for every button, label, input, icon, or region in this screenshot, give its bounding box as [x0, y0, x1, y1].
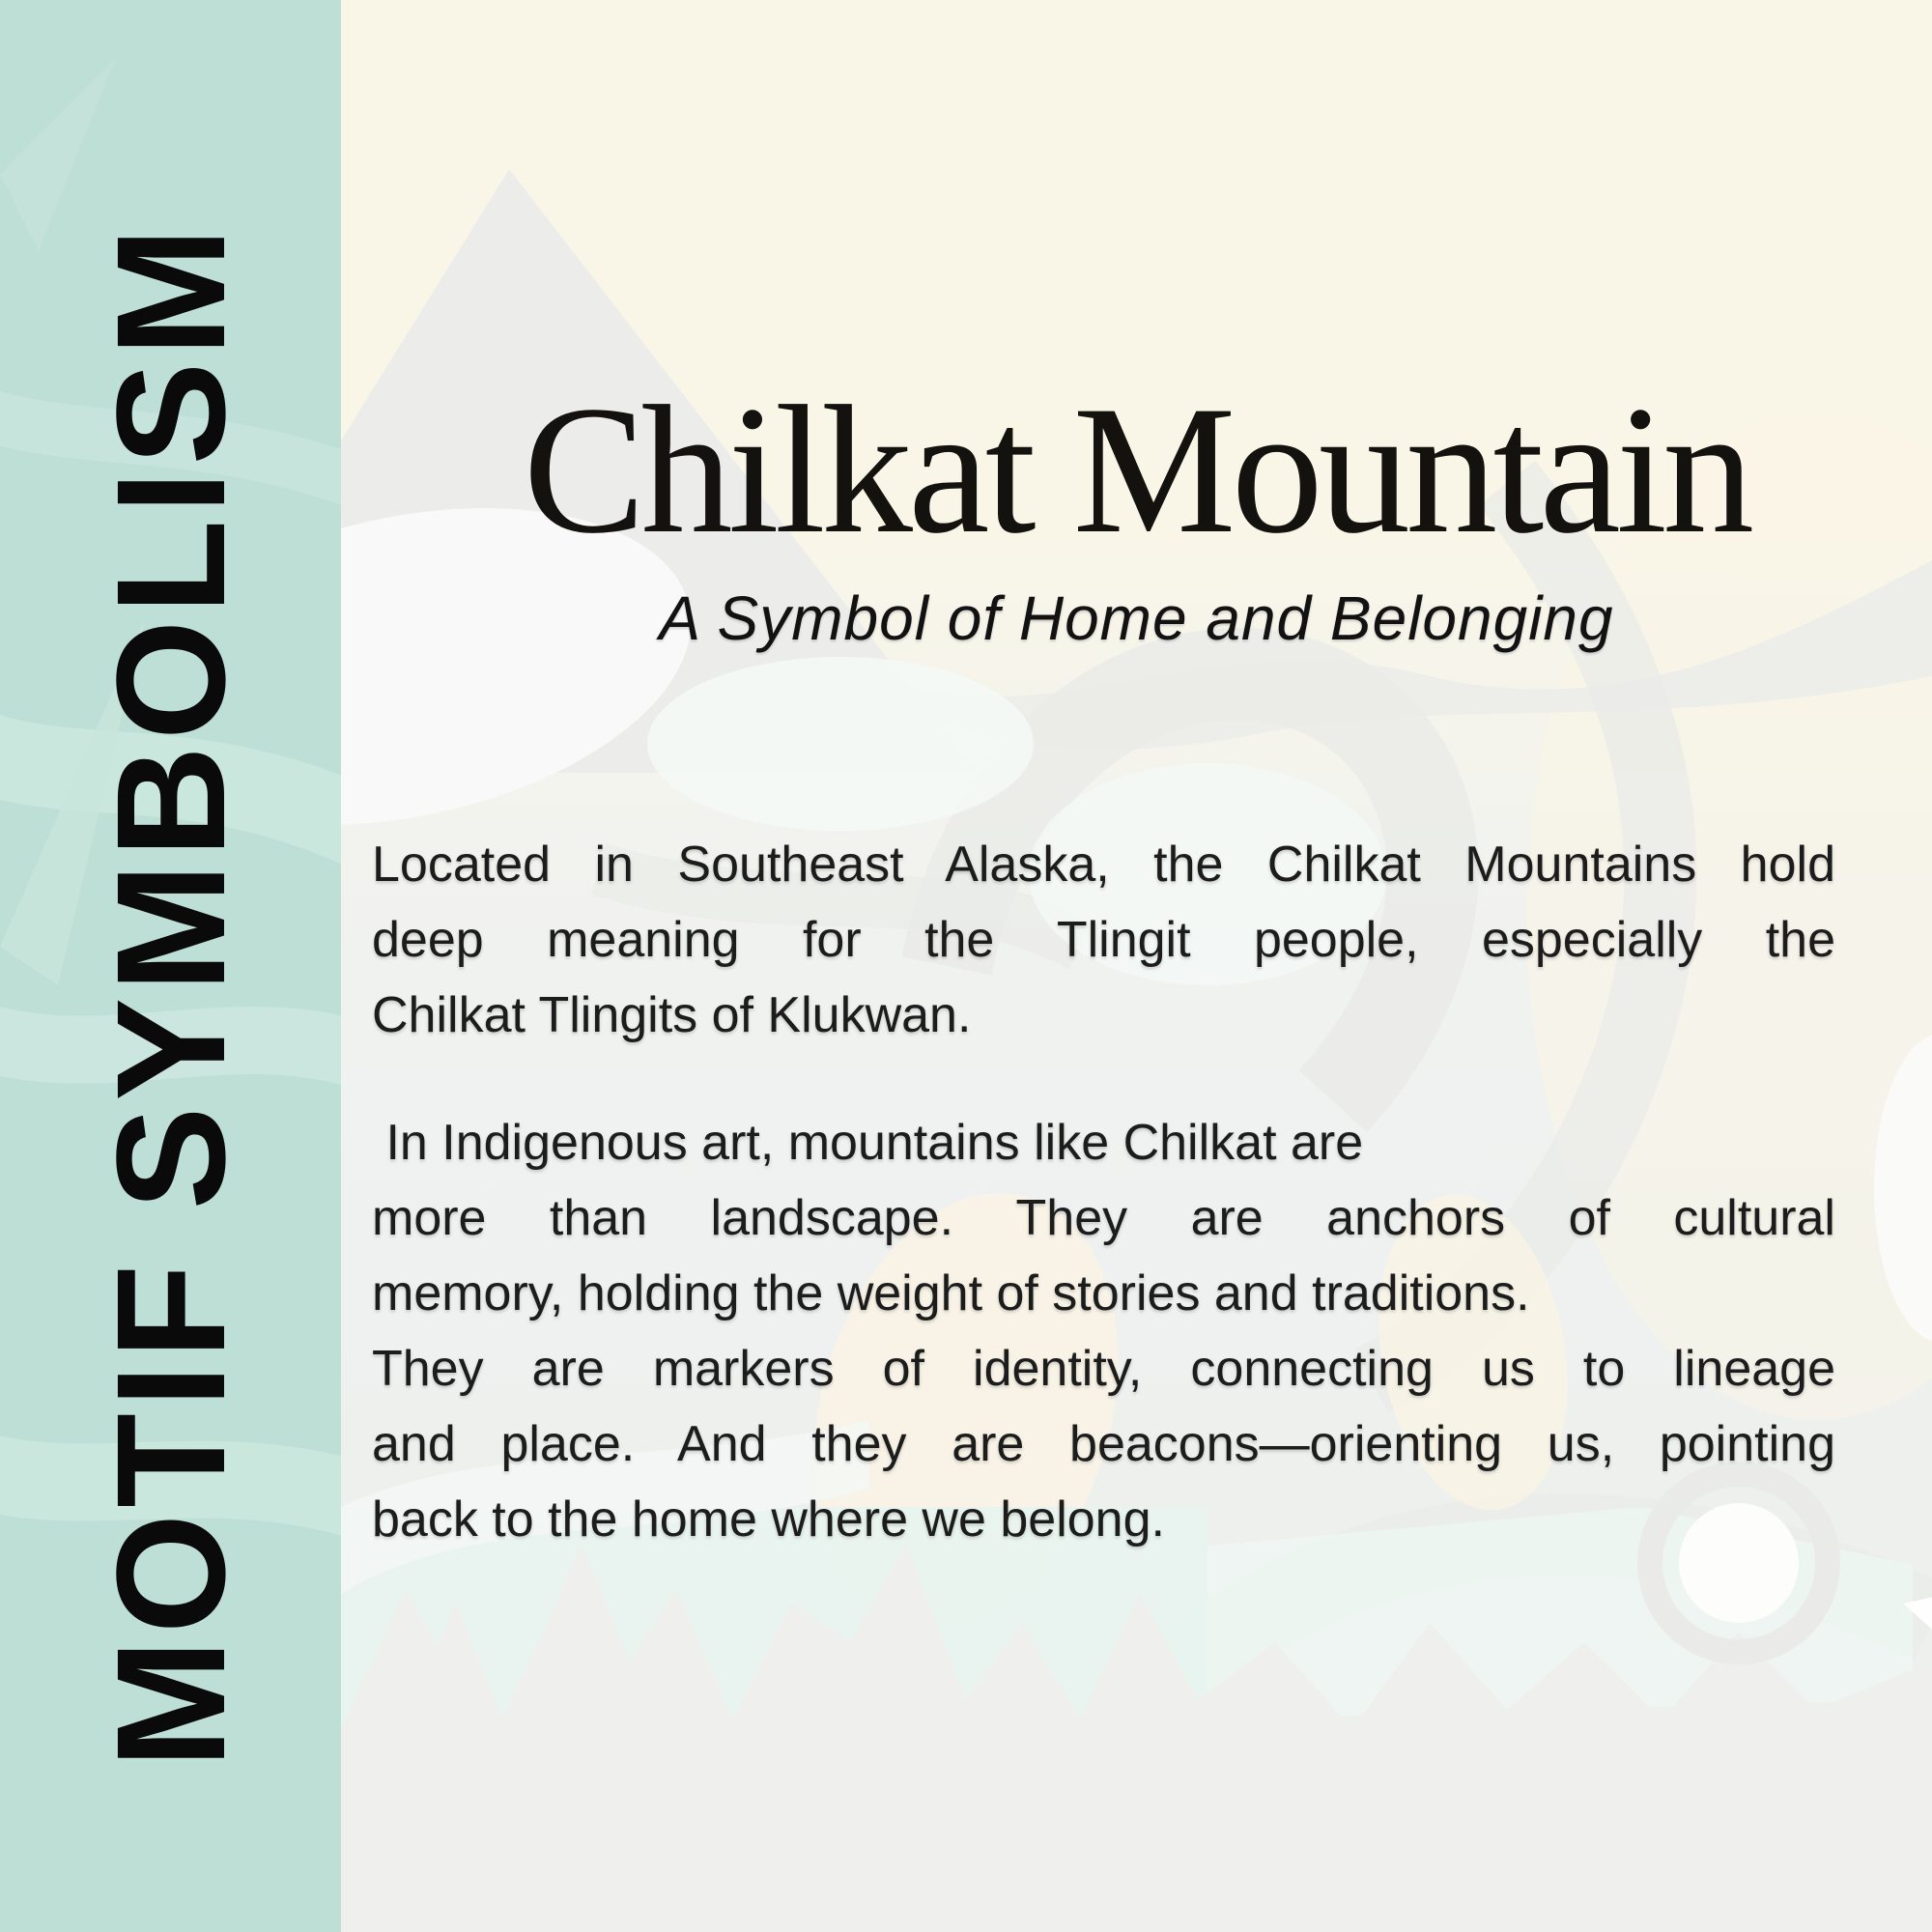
body-line: In Indigenous art, mountains like Chilkat are: [372, 1115, 1364, 1171]
body-line: back to the home where we belong.: [372, 1492, 1165, 1548]
body-line: memory, holding the weight of stories and traditions.: [372, 1265, 1530, 1321]
body-line: deep meaning for the Tlingit people, especially the: [372, 912, 1835, 968]
body-line: They are markers of identity, connecting us to lineage: [372, 1341, 1835, 1397]
body-line: and place. And they are beacons—orienting us, pointing: [372, 1416, 1835, 1472]
body-text-block: [372, 827, 1835, 1557]
paragraph: [372, 827, 1835, 1053]
page-subtitle: A Symbol of Home and Belonging: [659, 583, 1614, 653]
body-line: more than landscape. They are anchors of cultural: [372, 1190, 1835, 1246]
body-line: Chilkat Tlingits of Klukwan.: [372, 987, 972, 1043]
body-line: Located in Southeast Alaska, the Chilkat Mountains hold: [372, 837, 1835, 893]
sidebar-vertical-title: MOTIF SYMBOLISM: [83, 221, 257, 1769]
page-title: Chilkat Mountain: [523, 369, 1750, 572]
paragraph: [372, 1105, 1835, 1557]
